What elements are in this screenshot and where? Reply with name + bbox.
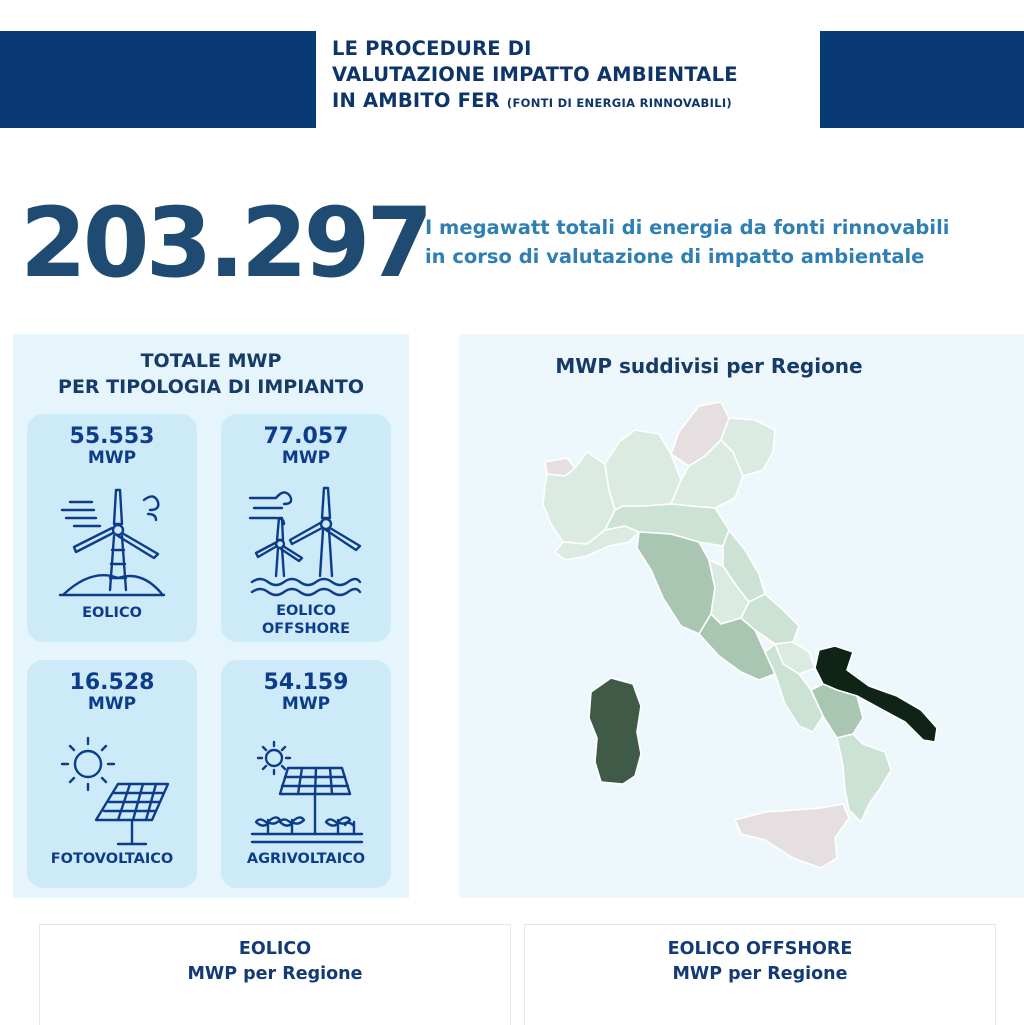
title-line-3-main: IN AMBITO FER [332, 89, 500, 112]
card-fotovoltaico [27, 660, 197, 888]
card-label: AGRIVOLTAICO [246, 851, 366, 867]
total-megawatt-value: 203.297 [20, 187, 430, 299]
eolico-region-card-title: EOLICO [238, 939, 312, 959]
title-line-3 [332, 88, 812, 116]
offshore-region-card-subtitle: MWP per Regione [672, 964, 848, 984]
region-map-panel [459, 334, 1024, 898]
card-agrivoltaico [221, 660, 391, 888]
card-label: FOTOVOLTAICO [50, 851, 174, 867]
card-value: 55.553 [69, 424, 155, 449]
region-sicilia [735, 804, 849, 868]
italy-map [459, 334, 1024, 898]
card-label-line-2: OFFSHORE [261, 621, 351, 637]
card-eolico [27, 414, 197, 642]
card-eolico-offshore [221, 414, 391, 642]
title-line-2: VALUTAZIONE IMPATTO AMBIENTALE [332, 63, 738, 86]
offshore-region-card [524, 924, 996, 1025]
title-line-1: LE PROCEDURE DI [332, 37, 532, 60]
header-bar-left [0, 31, 316, 128]
wind-turbine-icon [52, 478, 172, 603]
title-subtitle: (FONTI DI ENERGIA RINNOVABILI) [506, 96, 732, 110]
card-unit: MWP [281, 694, 331, 714]
caption-line-1: I megawatt totali di energia da fonti rinnovabili [425, 216, 950, 239]
panel-title-line-1: TOTALE MWP [140, 350, 282, 372]
agrivoltaic-icon [246, 724, 366, 849]
solar-panel-icon [52, 724, 172, 849]
eolico-region-card [39, 924, 511, 1025]
caption-line-2: in corso di valutazione di impatto ambientale [425, 245, 925, 268]
offshore-wind-icon [246, 478, 366, 603]
card-unit: MWP [87, 448, 137, 468]
region-toscana [637, 532, 715, 634]
header-bar-right [820, 31, 1024, 128]
panel-title-line-2: PER TIPOLOGIA DI IMPIANTO [58, 376, 364, 398]
region-map-title: MWP suddivisi per Regione [555, 354, 863, 378]
card-value: 77.057 [263, 424, 349, 449]
plant-type-panel [13, 334, 409, 898]
plant-type-panel-title [13, 348, 409, 400]
card-value: 54.159 [263, 670, 349, 695]
total-megawatt-caption [425, 213, 1024, 271]
eolico-region-card-subtitle: MWP per Regione [187, 964, 363, 984]
page-title [332, 36, 812, 116]
card-unit: MWP [281, 448, 331, 468]
card-value: 16.528 [69, 670, 155, 695]
card-unit: MWP [87, 694, 137, 714]
offshore-region-card-title: EOLICO OFFSHORE [667, 939, 853, 959]
card-label: EOLICO [82, 605, 142, 621]
region-lombardia [605, 430, 681, 510]
card-label-line-1: EOLICO [276, 603, 336, 619]
region-sardegna [589, 678, 641, 784]
